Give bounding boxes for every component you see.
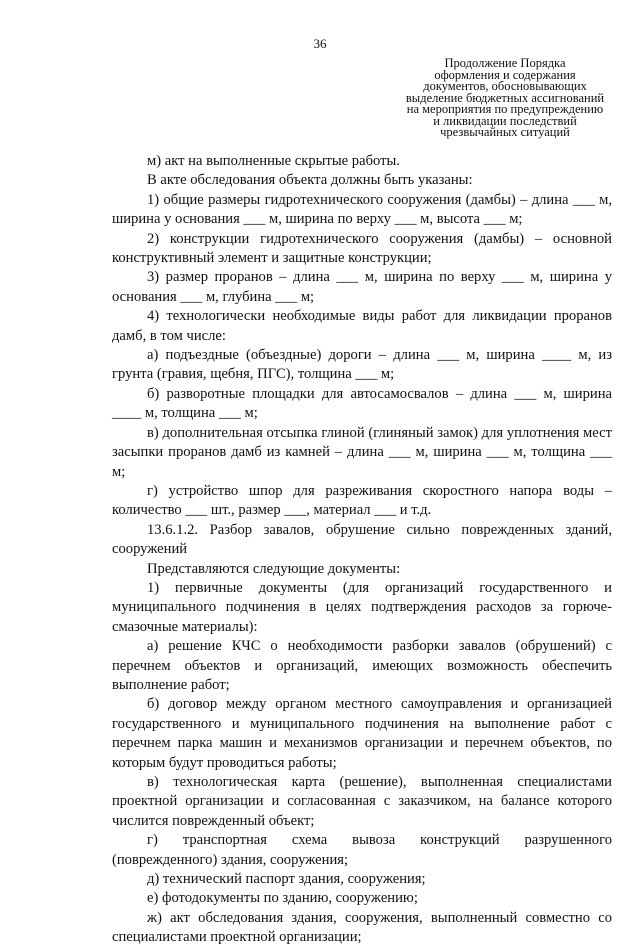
header-note-line: на мероприятия по предупреждению: [406, 102, 604, 116]
header-note-line: документов, обосновывающих: [423, 79, 587, 93]
paragraph: г) устройство шпор для разреживания скоростного напора воды – количество ___ шт., размер ___, материал ___ и т.д.: [112, 482, 612, 519]
header-note: [395, 58, 615, 139]
paragraph: д) технический паспорт здания, сооружения;: [147, 871, 426, 888]
paragraph: 1) общие размеры гидротехнического сооружения (дамбы) – длина ___ м, ширина у основания ___ м, ширина по верху ___ м, высота ___ м;: [112, 191, 612, 228]
header-note-line: оформления и содержания: [434, 67, 576, 82]
header-note-line: Продолжение Порядка: [444, 56, 566, 70]
header-note-line: и ликвидации последствий: [433, 113, 577, 128]
paragraph: 4) технологически необходимые виды работ для ликвидации проранов дамб, в том числе:: [112, 308, 612, 344]
paragraph: а) решение КЧС о необходимости разборки завалов (обрушений) с перечнем объектов и организаций, имеющих возможность обеспечить выполнение работ;: [112, 638, 612, 693]
paragraph: б) договор между органом местного самоуправления и организацией государственного и муниципального подчинения на выполнение работ с перечнем парка машин и механизмов организации и перечнем объектов, по которым будут проводиться работы;: [112, 696, 612, 771]
header-note-line: чрезвычайных ситуаций: [440, 125, 570, 139]
paragraph: м) акт на выполненные скрытые работы.: [147, 153, 400, 169]
section-heading: 13.6.1.2. Разбор завалов, обрушение сильно поврежденных зданий, сооружений: [112, 521, 612, 558]
paragraph: а) подъездные (объездные) дороги – длина ___ м, ширина ____ м, из грунта (гравия, щебня, ПГС), толщина ___ м;: [112, 347, 612, 383]
header-note-line: выделение бюджетных ассигнований: [405, 90, 605, 105]
paragraph: 2) конструкции гидротехнического сооружения (дамбы) – основной конструктивный элемент и защитные конструкции;: [112, 230, 612, 267]
page-number: 36: [313, 36, 327, 51]
document-body: [112, 152, 612, 948]
paragraph: б) разворотные площадки для автосамосвалов – длина ___ м, ширина ____ м, толщина ___ м;: [112, 385, 612, 422]
paragraph: е) фотодокументы по зданию, сооружению;: [147, 890, 418, 907]
paragraph: в) дополнительная отсыпка глиной (глиняный замок) для уплотнения мест засыпки проранов дамб из камней – длина ___ м, ширина ___ м, толщина ___ м;: [112, 424, 612, 480]
paragraph: ж) акт обследования здания, сооружения, выполненный совместно со специалистами проектной организации;: [112, 909, 612, 946]
paragraph: В акте обследования объекта должны быть указаны:: [147, 172, 473, 189]
paragraph: Представляются следующие документы:: [147, 560, 401, 577]
paragraph: 3) размер проранов – длина ___ м, ширина по верху ___ м, ширина у основания ___ м, глубина ___ м;: [112, 269, 612, 305]
paragraph: г) транспортная схема вывоза конструкций разрушенного (поврежденного) здания, сооружения;: [112, 832, 612, 868]
paragraph: 1) первичные документы (для организаций государственного и муниципального подчинения в целях подтверждения расходов за горюче-смазочные материалы):: [112, 579, 612, 635]
paragraph: в) технологическая карта (решение), выполненная специалистами проектной организации и согласованная с заказчиком, на балансе которого числится поврежденный объект;: [112, 774, 612, 829]
